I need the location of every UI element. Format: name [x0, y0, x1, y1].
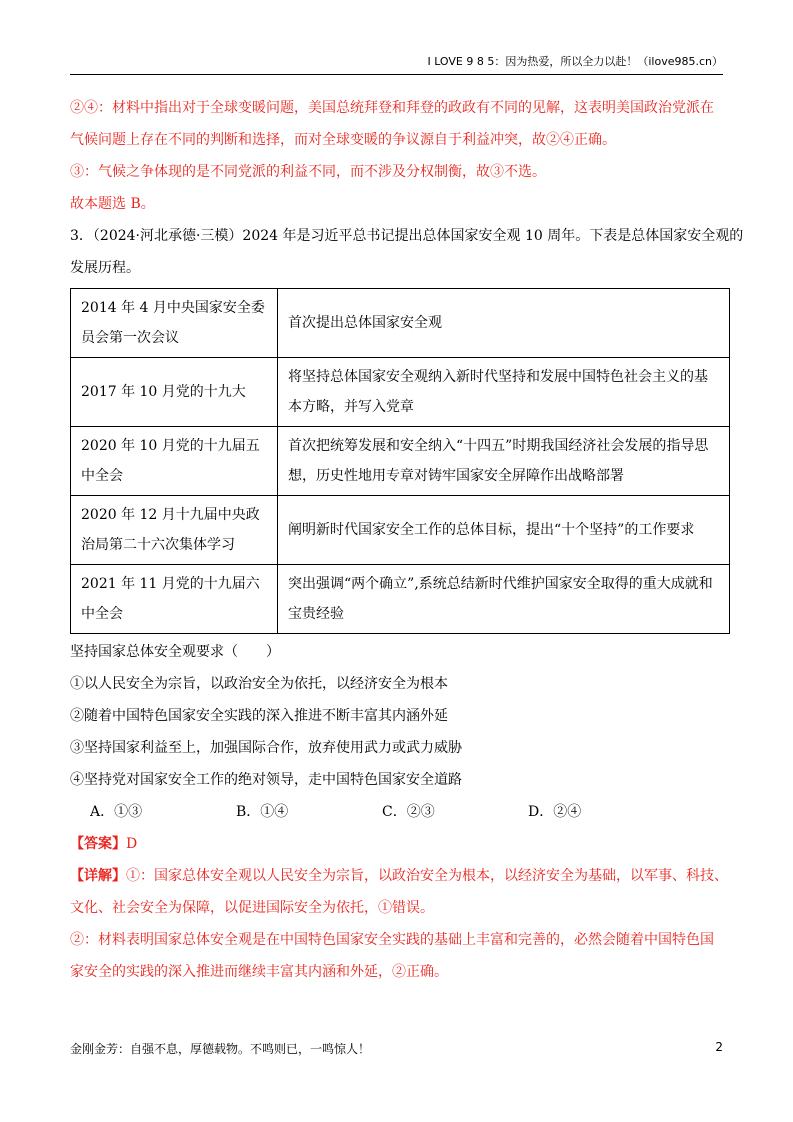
answer-options — [70, 796, 723, 828]
table-cell-event: 2020 年 12 月十九届中央政治局第二十六次集体学习 — [71, 496, 278, 565]
table-row — [71, 496, 730, 565]
question-prompt: 坚持国家总体安全观要求（ ） — [70, 644, 280, 660]
table-row — [71, 427, 730, 496]
question-item: ①以人民安全为宗旨，以政治安全为依托，以经济安全为根本 — [70, 676, 448, 692]
detail-line: ②：材料表明国家总体安全观是在中国特色国家安全实践的基础上丰富和完善的，必然会随着中国特色国 — [70, 932, 714, 948]
detail-line: 家安全的实践的深入推进而继续丰富其内涵和外延，②正确。 — [70, 964, 448, 980]
question-stem-line: 发展历程。 — [70, 260, 140, 276]
answer-line — [70, 828, 723, 860]
table-cell-content: 突出强调“两个确立”,系统总结新时代维护国家安全取得的重大成就和宝贵经验 — [278, 565, 730, 634]
table-cell-event: 2020 年 10 月党的十九届五中全会 — [71, 427, 278, 496]
question-item: ④坚持党对国家安全工作的绝对领导，走中国特色国家安全道路 — [70, 772, 462, 788]
table-cell-content: 将坚持总体国家安全观纳入新时代坚持和发展中国特色社会主义的基本方略，并写入党章 — [278, 358, 730, 427]
detail-line — [70, 860, 728, 892]
table-cell-content: 首次提出总体国家安全观 — [278, 289, 730, 358]
detail-line: 文化、社会安全为保障，以促进国际安全为依托，①错误。 — [70, 900, 434, 916]
answer-label: 【答案】 — [70, 836, 126, 852]
prev-answer-conclusion: 故本题选 B。 — [70, 196, 155, 212]
history-table — [70, 288, 730, 634]
table-cell-event: 2021 年 11 月党的十九届六中全会 — [71, 565, 278, 634]
option-d: D．②④ — [528, 804, 582, 820]
question-stem-line: 3．（2024·河北承德·三模）2024 年是习近平总书记提出总体国家安全观 10 周年。下表是总体国家安全观的 — [70, 228, 744, 244]
page-footer — [70, 1040, 723, 1057]
table-cell-content: 阐明新时代国家安全工作的总体目标，提出“十个坚持”的工作要求 — [278, 496, 730, 565]
page-number: 2 — [715, 1040, 723, 1054]
question-item: ②随着中国特色国家安全实践的深入推进不断丰富其内涵外延 — [70, 708, 448, 724]
option-b: B．①④ — [236, 804, 289, 820]
answer-value: D — [126, 836, 138, 852]
table-cell-event: 2014 年 4 月中央国家安全委员会第一次会议 — [71, 289, 278, 358]
footer-motto: 金刚金芳：自强不息，厚德载物。不鸣则已，一鸣惊人！ — [70, 1042, 371, 1056]
question-item: ③坚持国家利益至上，加强国际合作，放弃使用武力或武力威胁 — [70, 740, 462, 756]
table-row — [71, 565, 730, 634]
document-body — [70, 92, 744, 988]
table-cell-event: 2017 年 10 月党的十九大 — [71, 358, 278, 427]
prev-answer-line: 气候问题上存在不同的判断和选择，而对全球变暖的争议源自于利益冲突，故②④正确。 — [70, 132, 616, 148]
detail-label: 【详解】 — [70, 868, 126, 884]
option-a: A．①③ — [90, 804, 143, 820]
page-header: I LOVE 9 8 5：因为热爱，所以全力以赴！（ilove985.cn） — [70, 54, 723, 75]
table-cell-content: 首次把统筹发展和安全纳入“十四五”时期我国经济社会发展的指导思想，历史性地用专章对铸牢国家安全屏障作出战略部署 — [278, 427, 730, 496]
option-c: C．②③ — [382, 804, 435, 820]
prev-answer-line: ②④：材料中指出对于全球变暖问题，美国总统拜登和拜登的政政有不同的见解，这表明美国政治党派在 — [70, 100, 714, 116]
prev-answer-line: ③：气候之争体现的是不同党派的利益不同，而不涉及分权制衡，故③不选。 — [70, 164, 546, 180]
table-row — [71, 358, 730, 427]
table-row — [71, 289, 730, 358]
detail-text: ①：国家总体安全观以人民安全为宗旨，以政治安全为根本，以经济安全为基础，以军事、科技、 — [126, 868, 728, 884]
